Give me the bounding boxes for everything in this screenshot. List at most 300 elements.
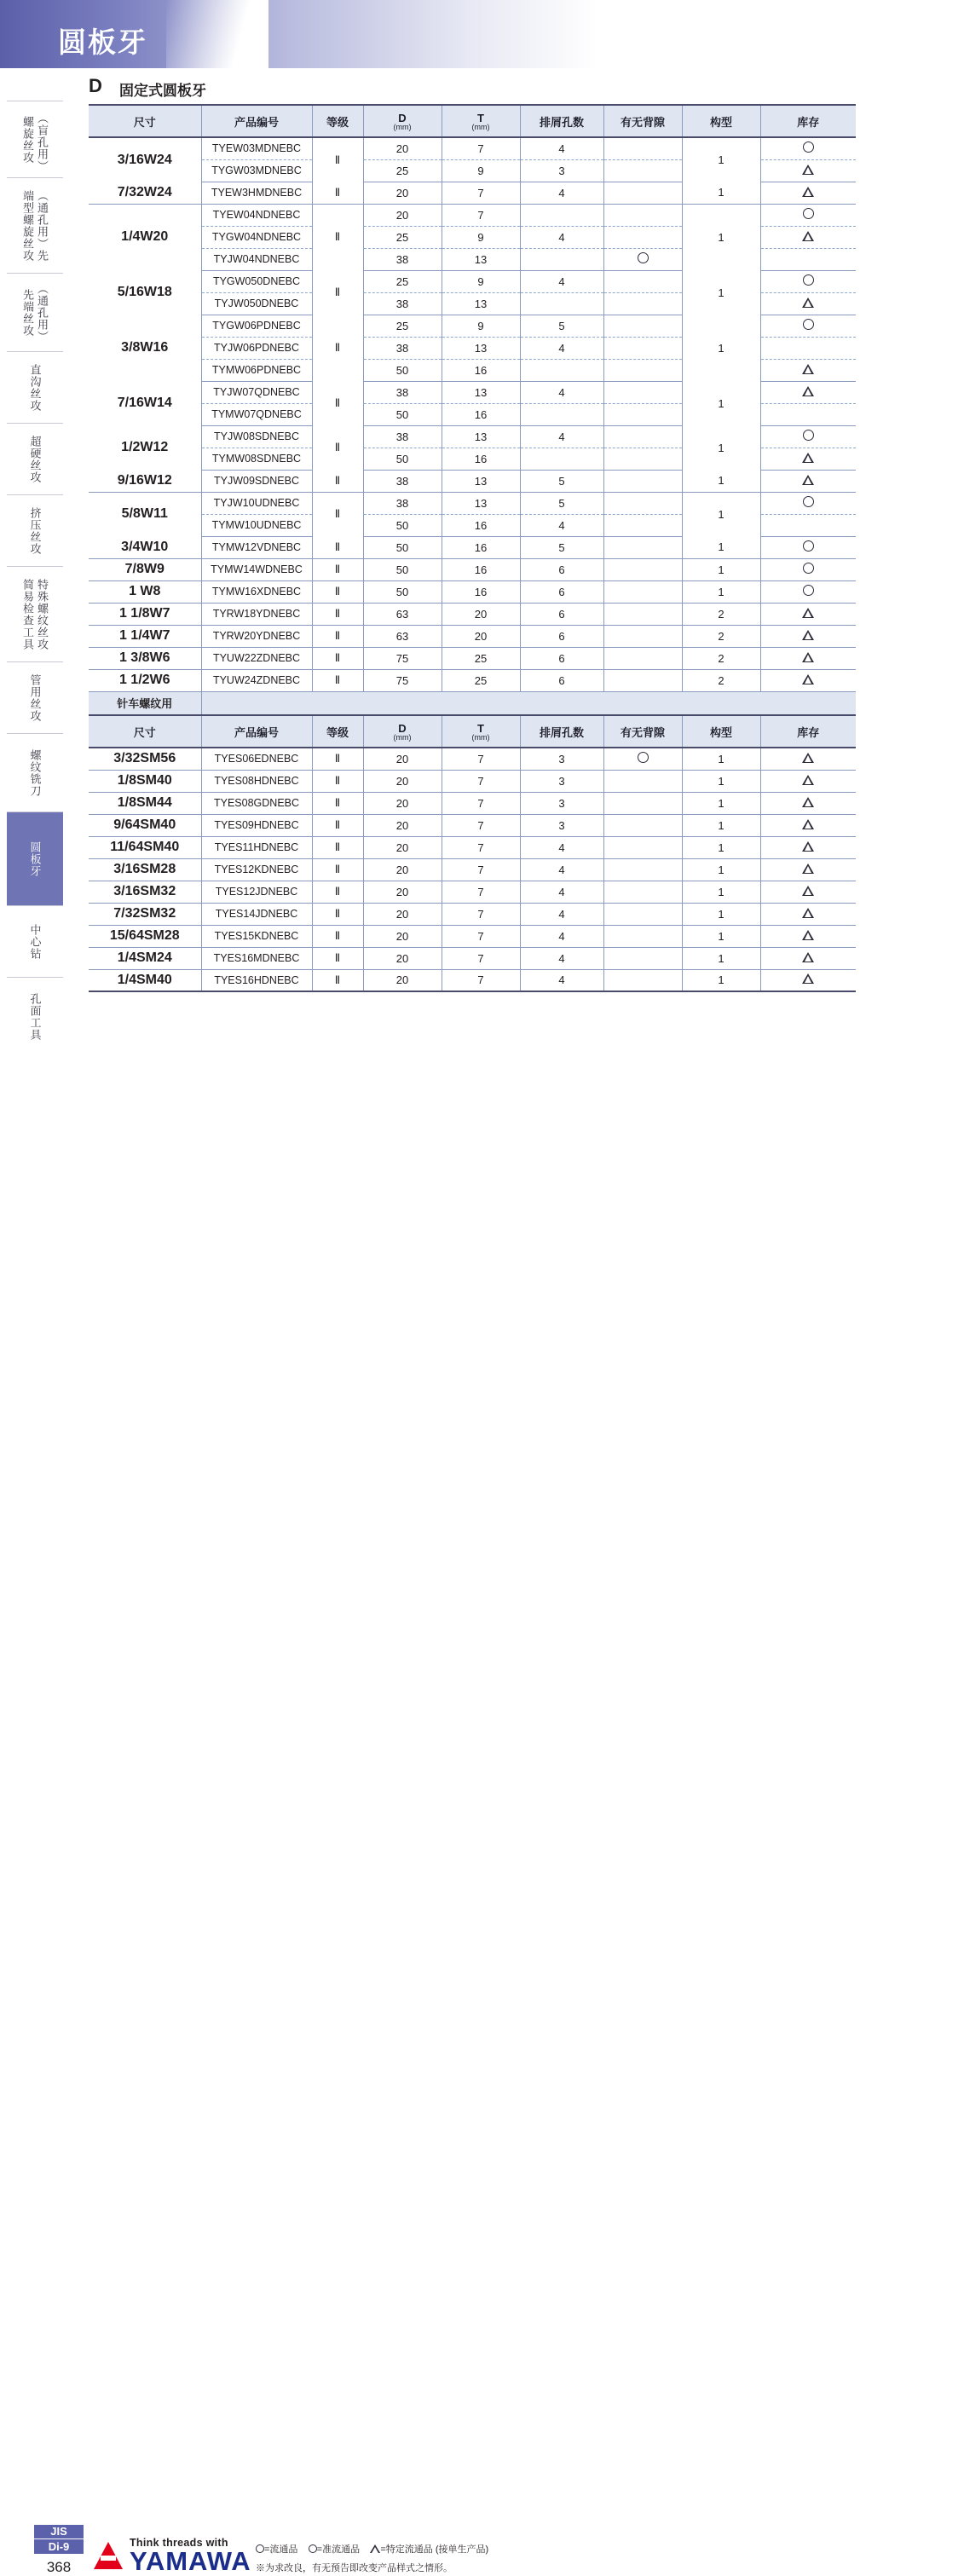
col-holes: 排屑孔数 bbox=[520, 105, 603, 137]
cell-shape: 1 bbox=[682, 137, 760, 182]
stock-triangle-icon bbox=[802, 475, 814, 485]
cell-shape: 1 bbox=[682, 182, 760, 204]
cell-shape: 1 bbox=[682, 969, 760, 991]
stock-circle-icon bbox=[803, 208, 814, 219]
cell-shape: 1 bbox=[682, 792, 760, 814]
cell-stock bbox=[760, 182, 856, 204]
cell-shape: 1 bbox=[682, 425, 760, 470]
stock-circle-icon bbox=[803, 540, 814, 552]
cell-d: 20 bbox=[363, 969, 442, 991]
cell-t: 13 bbox=[442, 425, 520, 448]
cell-stock bbox=[760, 770, 856, 792]
cell-grade: Ⅱ bbox=[312, 669, 363, 691]
cell-d: 20 bbox=[363, 182, 442, 204]
cell-size: 7/32SM32 bbox=[89, 903, 201, 925]
cell-code: TYGW06PDNEBC bbox=[201, 315, 312, 337]
cell-d: 50 bbox=[363, 558, 442, 580]
cell-grade: Ⅱ bbox=[312, 470, 363, 492]
cell-relief bbox=[603, 603, 682, 625]
cell-d: 20 bbox=[363, 204, 442, 226]
cell-t: 16 bbox=[442, 580, 520, 603]
cell-code: TYGW050DNEBC bbox=[201, 270, 312, 292]
circle-icon bbox=[309, 2544, 317, 2553]
cell-d: 63 bbox=[363, 603, 442, 625]
cell-relief bbox=[603, 858, 682, 881]
cell-holes: 4 bbox=[520, 270, 603, 292]
cell-code: TYMW14WDNEBC bbox=[201, 558, 312, 580]
cell-relief bbox=[603, 770, 682, 792]
cell-d: 50 bbox=[363, 580, 442, 603]
side-tab-9[interactable] bbox=[7, 811, 63, 905]
cell-code: TYES08HDNEBC bbox=[201, 770, 312, 792]
cell-d: 20 bbox=[363, 836, 442, 858]
cell-shape: 2 bbox=[682, 603, 760, 625]
cell-holes bbox=[520, 359, 603, 381]
stock-triangle-icon bbox=[802, 674, 814, 684]
col-d: D (mm) bbox=[363, 105, 442, 137]
cell-holes: 5 bbox=[520, 470, 603, 492]
side-tab-5[interactable] bbox=[7, 494, 63, 566]
col-code: 产品编号 bbox=[201, 715, 312, 748]
cell-d: 20 bbox=[363, 814, 442, 836]
cell-relief bbox=[603, 492, 682, 514]
cell-grade: Ⅱ bbox=[312, 315, 363, 381]
cell-d: 38 bbox=[363, 492, 442, 514]
legend-text-b: =准流通品 bbox=[316, 2544, 361, 2555]
cell-relief bbox=[603, 814, 682, 836]
col-t: T (mm) bbox=[442, 105, 520, 137]
cell-holes: 4 bbox=[520, 381, 603, 403]
cell-t: 9 bbox=[442, 159, 520, 182]
cell-t: 7 bbox=[442, 903, 520, 925]
cell-stock bbox=[760, 470, 856, 492]
table-row bbox=[89, 669, 856, 691]
cell-stock bbox=[760, 881, 856, 903]
cell-d: 20 bbox=[363, 748, 442, 770]
cell-shape: 1 bbox=[682, 492, 760, 536]
cell-size: 1/4W20 bbox=[89, 204, 201, 270]
cell-t: 7 bbox=[442, 792, 520, 814]
jis-badge bbox=[34, 2525, 84, 2554]
stock-triangle-icon bbox=[802, 797, 814, 807]
cell-grade: Ⅱ bbox=[312, 580, 363, 603]
cell-shape: 1 bbox=[682, 814, 760, 836]
cell-code: TYRW20YDNEBC bbox=[201, 625, 312, 647]
cell-relief bbox=[603, 403, 682, 425]
table-header-row bbox=[89, 715, 856, 748]
cell-size: 5/8W11 bbox=[89, 492, 201, 536]
cell-grade: Ⅱ bbox=[312, 603, 363, 625]
cell-holes: 6 bbox=[520, 580, 603, 603]
cell-t: 16 bbox=[442, 448, 520, 470]
cell-code: TYES11HDNEBC bbox=[201, 836, 312, 858]
cell-code: TYMW16XDNEBC bbox=[201, 580, 312, 603]
header-wedge bbox=[166, 0, 268, 68]
cell-t: 16 bbox=[442, 514, 520, 536]
side-tab-7[interactable] bbox=[7, 661, 63, 733]
stock-triangle-icon bbox=[802, 952, 814, 962]
cell-relief bbox=[603, 925, 682, 947]
side-tab-11[interactable] bbox=[7, 977, 63, 1055]
stock-triangle-icon bbox=[802, 753, 814, 763]
cell-shape: 2 bbox=[682, 647, 760, 669]
cell-holes: 3 bbox=[520, 814, 603, 836]
cell-d: 38 bbox=[363, 292, 442, 315]
cell-stock bbox=[760, 381, 856, 403]
cell-relief bbox=[603, 315, 682, 337]
col-stock: 库存 bbox=[760, 715, 856, 748]
side-tab-10[interactable] bbox=[7, 905, 63, 977]
cell-relief bbox=[603, 159, 682, 182]
cell-d: 50 bbox=[363, 536, 442, 558]
cell-relief bbox=[603, 137, 682, 159]
cell-d: 20 bbox=[363, 947, 442, 969]
cell-size: 1 1/8W7 bbox=[89, 603, 201, 625]
cell-code: TYRW18YDNEBC bbox=[201, 603, 312, 625]
cell-shape: 1 bbox=[682, 748, 760, 770]
cell-t: 9 bbox=[442, 315, 520, 337]
stock-triangle-icon bbox=[802, 187, 814, 197]
cell-d: 38 bbox=[363, 248, 442, 270]
cell-holes: 5 bbox=[520, 492, 603, 514]
cell-d: 25 bbox=[363, 159, 442, 182]
cell-relief bbox=[603, 836, 682, 858]
cell-shape: 1 bbox=[682, 770, 760, 792]
cell-stock bbox=[760, 425, 856, 448]
cell-shape: 1 bbox=[682, 558, 760, 580]
cell-d: 50 bbox=[363, 514, 442, 536]
cell-code: TYJW10UDNEBC bbox=[201, 492, 312, 514]
col-shape: 构型 bbox=[682, 715, 760, 748]
cell-relief bbox=[603, 536, 682, 558]
cell-holes: 3 bbox=[520, 770, 603, 792]
cell-d: 20 bbox=[363, 792, 442, 814]
table-row bbox=[89, 814, 856, 836]
table-row bbox=[89, 182, 856, 204]
cell-grade: Ⅱ bbox=[312, 182, 363, 204]
section-title: 固定式圆板牙 bbox=[119, 83, 206, 99]
stock-triangle-icon bbox=[802, 386, 814, 396]
header-rule bbox=[0, 68, 964, 71]
cell-holes: 4 bbox=[520, 947, 603, 969]
side-tab-label: 管用丝攻 bbox=[28, 673, 42, 722]
cell-stock bbox=[760, 903, 856, 925]
table-row bbox=[89, 925, 856, 947]
cell-holes: 4 bbox=[520, 858, 603, 881]
cell-size: 7/16W14 bbox=[89, 381, 201, 425]
cell-relief bbox=[603, 204, 682, 226]
cell-grade: Ⅱ bbox=[312, 858, 363, 881]
col-relief: 有无背隙 bbox=[603, 715, 682, 748]
cell-grade: Ⅱ bbox=[312, 536, 363, 558]
cell-t: 7 bbox=[442, 770, 520, 792]
cell-holes bbox=[520, 292, 603, 315]
cell-size: 1/8SM40 bbox=[89, 770, 201, 792]
cell-stock bbox=[760, 858, 856, 881]
cell-holes: 4 bbox=[520, 425, 603, 448]
cell-t: 7 bbox=[442, 748, 520, 770]
cell-d: 20 bbox=[363, 903, 442, 925]
cell-relief bbox=[603, 337, 682, 359]
table-row bbox=[89, 947, 856, 969]
cell-grade: Ⅱ bbox=[312, 647, 363, 669]
jis-label: JIS bbox=[34, 2525, 84, 2538]
stock-triangle-icon bbox=[802, 453, 814, 463]
cell-holes: 4 bbox=[520, 514, 603, 536]
cell-code: TYES16MDNEBC bbox=[201, 947, 312, 969]
side-tab-1[interactable] bbox=[7, 177, 63, 273]
cell-stock bbox=[760, 580, 856, 603]
col-grade: 等级 bbox=[312, 715, 363, 748]
side-tab-2[interactable] bbox=[7, 273, 63, 351]
cell-relief bbox=[603, 226, 682, 248]
cell-code: TYMW10UDNEBC bbox=[201, 514, 312, 536]
cell-holes: 4 bbox=[520, 925, 603, 947]
cell-stock bbox=[760, 947, 856, 969]
cell-holes: 5 bbox=[520, 536, 603, 558]
cell-size: 7/8W9 bbox=[89, 558, 201, 580]
cell-t: 7 bbox=[442, 925, 520, 947]
logo-text bbox=[130, 2537, 251, 2574]
col-code: 产品编号 bbox=[201, 105, 312, 137]
cell-relief bbox=[603, 947, 682, 969]
cell-shape: 1 bbox=[682, 580, 760, 603]
cell-grade: Ⅱ bbox=[312, 969, 363, 991]
cell-code: TYES12KDNEBC bbox=[201, 858, 312, 881]
cell-d: 75 bbox=[363, 647, 442, 669]
cell-holes: 4 bbox=[520, 137, 603, 159]
cell-t: 13 bbox=[442, 381, 520, 403]
side-tab-label: 圆板牙 bbox=[28, 840, 42, 877]
table-row bbox=[89, 836, 856, 858]
cell-size: 5/16W18 bbox=[89, 270, 201, 315]
stock-triangle-icon bbox=[802, 364, 814, 374]
cell-relief bbox=[603, 881, 682, 903]
cell-holes: 4 bbox=[520, 337, 603, 359]
cell-stock bbox=[760, 403, 856, 425]
cell-code: TYJW07QDNEBC bbox=[201, 381, 312, 403]
cell-stock bbox=[760, 315, 856, 337]
col-stock: 库存 bbox=[760, 105, 856, 137]
stock-triangle-icon bbox=[802, 819, 814, 829]
cell-relief bbox=[603, 359, 682, 381]
cell-grade: Ⅱ bbox=[312, 836, 363, 858]
cell-holes: 6 bbox=[520, 669, 603, 691]
cell-holes bbox=[520, 448, 603, 470]
side-tab-8[interactable] bbox=[7, 733, 63, 811]
page-title: 圆板牙 bbox=[58, 26, 147, 58]
cell-d: 50 bbox=[363, 403, 442, 425]
cell-shape: 2 bbox=[682, 669, 760, 691]
cell-size: 3/16SM32 bbox=[89, 881, 201, 903]
cell-relief bbox=[603, 292, 682, 315]
cell-t: 16 bbox=[442, 403, 520, 425]
table-row bbox=[89, 625, 856, 647]
cell-size: 3/8W16 bbox=[89, 315, 201, 381]
cell-d: 38 bbox=[363, 470, 442, 492]
cell-d: 20 bbox=[363, 770, 442, 792]
cell-stock bbox=[760, 836, 856, 858]
side-tab-4[interactable] bbox=[7, 423, 63, 494]
cell-t: 25 bbox=[442, 669, 520, 691]
cell-stock bbox=[760, 492, 856, 514]
cell-size: 1 1/4W7 bbox=[89, 625, 201, 647]
yamawa-logo bbox=[94, 2537, 251, 2574]
table-row bbox=[89, 748, 856, 770]
triangle-icon bbox=[370, 2544, 380, 2553]
stock-triangle-icon bbox=[802, 908, 814, 918]
cell-t: 13 bbox=[442, 492, 520, 514]
legend-text-a: =流通品 bbox=[264, 2544, 298, 2555]
cell-d: 20 bbox=[363, 925, 442, 947]
stock-triangle-icon bbox=[802, 165, 814, 175]
cell-shape: 1 bbox=[682, 925, 760, 947]
cell-stock bbox=[760, 814, 856, 836]
band-blank bbox=[201, 691, 856, 715]
cell-d: 50 bbox=[363, 359, 442, 381]
cell-stock bbox=[760, 669, 856, 691]
cell-d: 50 bbox=[363, 448, 442, 470]
table-row bbox=[89, 425, 856, 448]
table-row bbox=[89, 969, 856, 991]
cell-relief bbox=[603, 580, 682, 603]
cell-size: 1/2W12 bbox=[89, 425, 201, 470]
cell-holes: 4 bbox=[520, 969, 603, 991]
cell-holes bbox=[520, 403, 603, 425]
cell-code: TYJW06PDNEBC bbox=[201, 337, 312, 359]
cell-stock bbox=[760, 359, 856, 381]
relief-circle-icon bbox=[638, 252, 649, 263]
cell-relief bbox=[603, 903, 682, 925]
cell-size: 3/4W10 bbox=[89, 536, 201, 558]
table-row bbox=[89, 137, 856, 159]
cell-size: 1/4SM40 bbox=[89, 969, 201, 991]
band-label: 针车螺纹用 bbox=[89, 691, 201, 715]
cell-stock bbox=[760, 925, 856, 947]
cell-size: 3/16W24 bbox=[89, 137, 201, 182]
cell-holes: 4 bbox=[520, 836, 603, 858]
table-row bbox=[89, 270, 856, 292]
stock-triangle-icon bbox=[802, 630, 814, 640]
cell-code: TYGW04NDNEBC bbox=[201, 226, 312, 248]
stock-circle-icon bbox=[803, 430, 814, 441]
cell-grade: Ⅱ bbox=[312, 558, 363, 580]
relief-circle-icon bbox=[638, 752, 649, 763]
cell-code: TYMW12VDNEBC bbox=[201, 536, 312, 558]
cell-relief bbox=[603, 448, 682, 470]
cell-t: 20 bbox=[442, 603, 520, 625]
table-row bbox=[89, 858, 856, 881]
cell-relief bbox=[603, 270, 682, 292]
table-row bbox=[89, 536, 856, 558]
cell-size: 1/4SM24 bbox=[89, 947, 201, 969]
cell-code: TYJW050DNEBC bbox=[201, 292, 312, 315]
cell-relief bbox=[603, 748, 682, 770]
cell-grade: Ⅱ bbox=[312, 792, 363, 814]
table-row bbox=[89, 881, 856, 903]
cell-grade: Ⅱ bbox=[312, 925, 363, 947]
cell-code: TYMW07QDNEBC bbox=[201, 403, 312, 425]
table-row bbox=[89, 470, 856, 492]
logo-tagline: Think threads with bbox=[130, 2537, 228, 2549]
cell-t: 9 bbox=[442, 226, 520, 248]
cell-d: 63 bbox=[363, 625, 442, 647]
cell-holes: 4 bbox=[520, 226, 603, 248]
cell-code: TYES15KDNEBC bbox=[201, 925, 312, 947]
side-tab-6[interactable] bbox=[7, 566, 63, 661]
cell-shape: 1 bbox=[682, 204, 760, 270]
cell-shape: 1 bbox=[682, 836, 760, 858]
table-row bbox=[89, 204, 856, 226]
cell-holes: 6 bbox=[520, 558, 603, 580]
stock-circle-icon bbox=[803, 496, 814, 507]
cell-d: 75 bbox=[363, 669, 442, 691]
stock-triangle-icon bbox=[802, 863, 814, 874]
table-row bbox=[89, 492, 856, 514]
cell-t: 20 bbox=[442, 625, 520, 647]
col-grade: 等级 bbox=[312, 105, 363, 137]
col-size: 尺寸 bbox=[89, 105, 201, 137]
cell-d: 38 bbox=[363, 425, 442, 448]
cell-code: TYES12JDNEBC bbox=[201, 881, 312, 903]
cell-holes bbox=[520, 248, 603, 270]
cell-grade: Ⅱ bbox=[312, 814, 363, 836]
cell-grade: Ⅱ bbox=[312, 881, 363, 903]
cell-d: 38 bbox=[363, 381, 442, 403]
cell-code: TYES08GDNEBC bbox=[201, 792, 312, 814]
side-tab-label: （通孔用）先端型螺旋丝攻 bbox=[21, 189, 49, 262]
cell-t: 13 bbox=[442, 337, 520, 359]
cell-relief bbox=[603, 625, 682, 647]
cell-relief bbox=[603, 669, 682, 691]
side-tab-3[interactable] bbox=[7, 351, 63, 423]
cell-size: 3/32SM56 bbox=[89, 748, 201, 770]
cell-code: TYEW04NDNEBC bbox=[201, 204, 312, 226]
section-letter: D bbox=[89, 75, 102, 96]
side-tab-label: 超硬丝攻 bbox=[28, 435, 42, 483]
cell-shape: 1 bbox=[682, 270, 760, 315]
side-tab-0[interactable] bbox=[7, 101, 63, 177]
product-table-wrap bbox=[89, 104, 856, 992]
double-circle-icon bbox=[256, 2544, 264, 2553]
cell-size: 1 3/8W6 bbox=[89, 647, 201, 669]
cell-holes: 4 bbox=[520, 903, 603, 925]
cell-stock bbox=[760, 625, 856, 647]
cell-stock bbox=[760, 969, 856, 991]
cell-grade: Ⅱ bbox=[312, 947, 363, 969]
cell-grade: Ⅱ bbox=[312, 625, 363, 647]
cell-code: TYEW03MDNEBC bbox=[201, 137, 312, 159]
cell-relief bbox=[603, 470, 682, 492]
cell-stock bbox=[760, 792, 856, 814]
legend-text-c: =特定流通品 (接单生产品) bbox=[380, 2544, 489, 2555]
cell-stock bbox=[760, 248, 856, 270]
cell-t: 25 bbox=[442, 647, 520, 669]
stock-triangle-icon bbox=[802, 652, 814, 662]
cell-code: TYES06EDNEBC bbox=[201, 748, 312, 770]
cell-t: 7 bbox=[442, 947, 520, 969]
cell-holes: 6 bbox=[520, 603, 603, 625]
table-row bbox=[89, 603, 856, 625]
cell-relief bbox=[603, 647, 682, 669]
cell-shape: 1 bbox=[682, 315, 760, 381]
cell-t: 7 bbox=[442, 137, 520, 159]
cell-size: 1 1/2W6 bbox=[89, 669, 201, 691]
stock-triangle-icon bbox=[802, 608, 814, 618]
cell-grade: Ⅱ bbox=[312, 425, 363, 470]
cell-d: 25 bbox=[363, 226, 442, 248]
cell-code: TYES16HDNEBC bbox=[201, 969, 312, 991]
